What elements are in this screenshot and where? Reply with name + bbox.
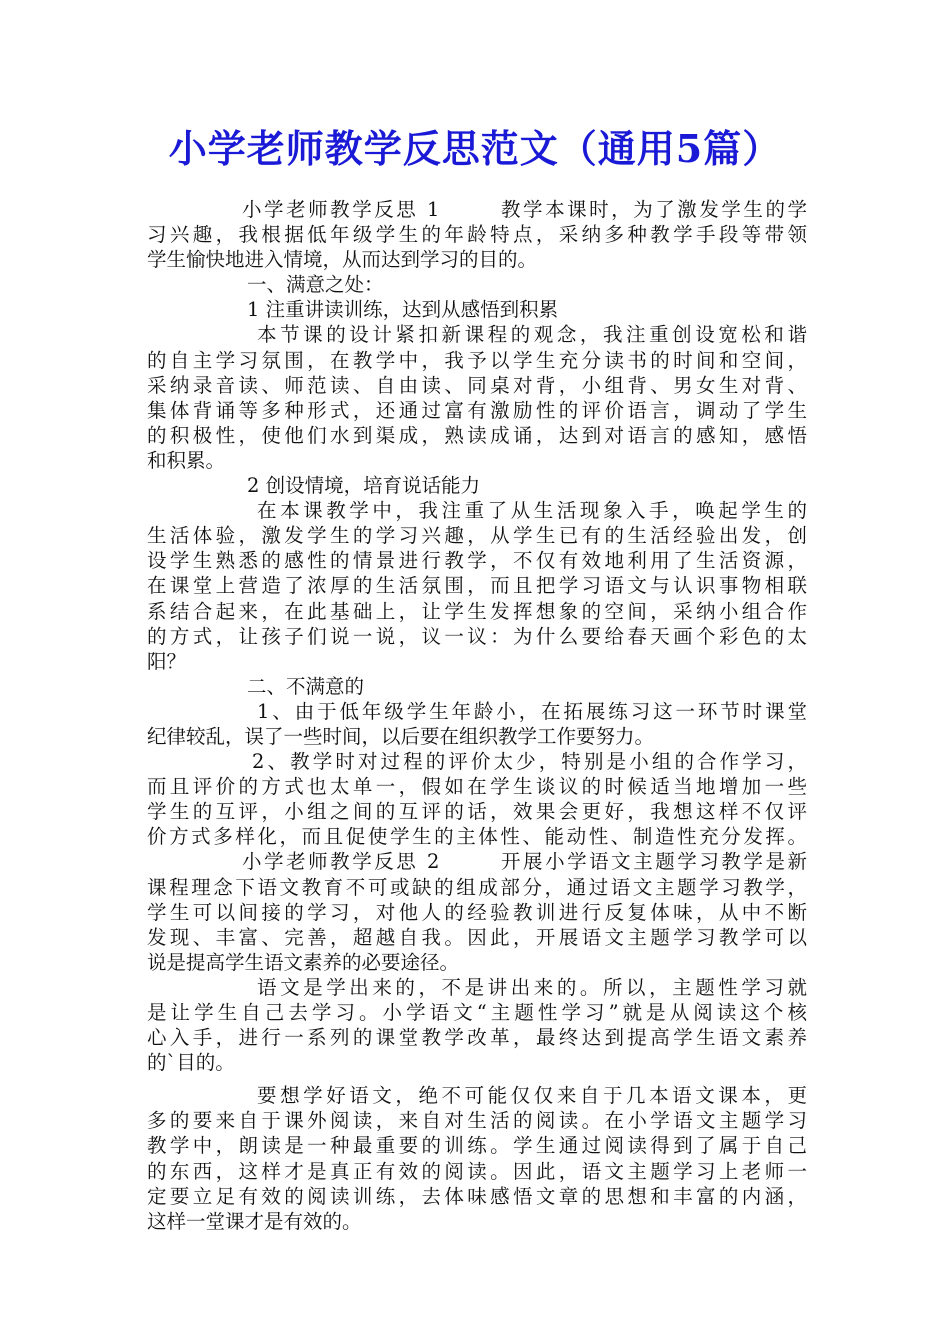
document-title: 小学老师教学反思范文（通用5篇）: [168, 126, 782, 171]
text-line: 语文是学出来的，不是讲出来的。所以，主题性学习就: [257, 975, 807, 999]
text-line: 是让学生自己去学习。小学语文“主题性学习”就是从阅读这个核: [147, 1001, 807, 1024]
text-line: 和积累。: [147, 448, 226, 472]
text-line: 一、满意之处：: [247, 273, 384, 297]
text-line: 的自主学习氛围，在教学中，我予以学生充分读书的时间和空间，: [147, 348, 807, 372]
text-line: 习兴趣，我根据低年级学生的年龄特点，采纳多种教学手段等带领: [147, 223, 807, 247]
text-line: 2 创设情境，培育说话能力: [247, 474, 481, 498]
text-line: 1 注重讲读训练，达到从感悟到积累: [247, 298, 559, 322]
text-line: 生活体验，激发学生的学习兴趣，从学生已有的生活经验出发，创: [147, 524, 807, 548]
text-line: 而且评价的方式也太单一，假如在学生谈议的时候适当地增加一些: [147, 775, 807, 799]
text-line: 课程理念下语文教育不可或缺的组成部分，通过语文主题学习教学，: [147, 875, 807, 899]
text-line: 小学老师教学反思 1 教学本课时，为了激发学生的学: [242, 198, 807, 221]
text-line: 在本课教学中，我注重了从生活现象入手，唤起学生的: [257, 499, 807, 523]
text-line: 说是提高学生语文素养的必要途径。: [147, 950, 460, 974]
text-line: 要想学好语文，绝不可能仅仅来自于几本语文课本，更: [257, 1084, 807, 1108]
paragraph-gap: [147, 1075, 807, 1083]
text-line: 系结合起来，在此基础上，让学生发挥想象的空间，采纳小组合作: [147, 599, 807, 623]
text-line: 本节课的设计紧扣新课程的观念，我注重创设宽松和谐: [257, 323, 807, 347]
text-line: 心入手，进行一系列的课堂教学改革，最终达到提高学生语文素养: [147, 1026, 807, 1050]
text-line: 的东西，这样才是真正有效的阅读。因此，语文主题学习上老师一: [147, 1159, 807, 1183]
text-line: 发现、丰富、完善，超越自我。因此，开展语文主题学习教学可以: [147, 925, 807, 949]
text-line: 小学老师教学反思 2 开展小学语文主题学习教学是新: [242, 850, 807, 874]
text-line: 在课堂上营造了浓厚的生活氛围，而且把学习语文与认识事物相联: [147, 574, 807, 598]
text-line: 学生可以间接的学习，对他人的经验教训进行反复体味，从中不断: [147, 900, 807, 924]
text-line: 采纳录音读、师范读、自由读、同桌对背，小组背、男女生对背、: [147, 373, 807, 397]
text-line: 多的要来自于课外阅读，来自对生活的阅读。在小学语文主题学习: [147, 1109, 807, 1133]
text-line: 教学中，朗读是一种最重要的训练。学生通过阅读得到了属于自己: [147, 1134, 807, 1158]
text-line: 二、不满意的: [247, 674, 365, 698]
text-line: 的积极性，使他们水到渠成，熟读成诵，达到对语言的感知，感悟: [147, 423, 807, 447]
text-line: 阳？: [147, 649, 187, 673]
document-body: [147, 197, 807, 1234]
text-line: 纪律较乱，误了一些时间，以后要在组织教学工作要努力。: [147, 724, 655, 748]
text-line: 1、由于低年级学生年龄小，在拓展练习这一环节时课堂: [257, 699, 807, 723]
text-line: 设学生熟悉的感性的情景进行教学，不仅有效地利用了生活资源，: [147, 549, 807, 573]
text-line: 这样一堂课才是有效的。: [147, 1209, 362, 1233]
text-line: 学生愉快地进入情境，从而达到学习的目的。: [147, 248, 538, 272]
text-line: 学生的互评，小组之间的互评的话，效果会更好，我想这样不仅评: [147, 800, 807, 824]
text-line: 集体背诵等多种形式，还通过富有激励性的评价语言，调动了学生: [147, 398, 807, 422]
text-line: 价方式多样化，而且促使学生的主体性、能动性、制造性充分发挥。: [147, 825, 807, 849]
text-line: 的方式，让孩子们说一说，议一议：为什么要给春天画个彩色的太: [147, 624, 807, 648]
text-line: 定要立足有效的阅读训练，去体味感悟文章的思想和丰富的内涵，: [147, 1184, 807, 1208]
text-line: 的`目的。: [147, 1051, 235, 1075]
text-line: 2、教学时对过程的评价太少，特别是小组的合作学习，: [252, 750, 807, 774]
